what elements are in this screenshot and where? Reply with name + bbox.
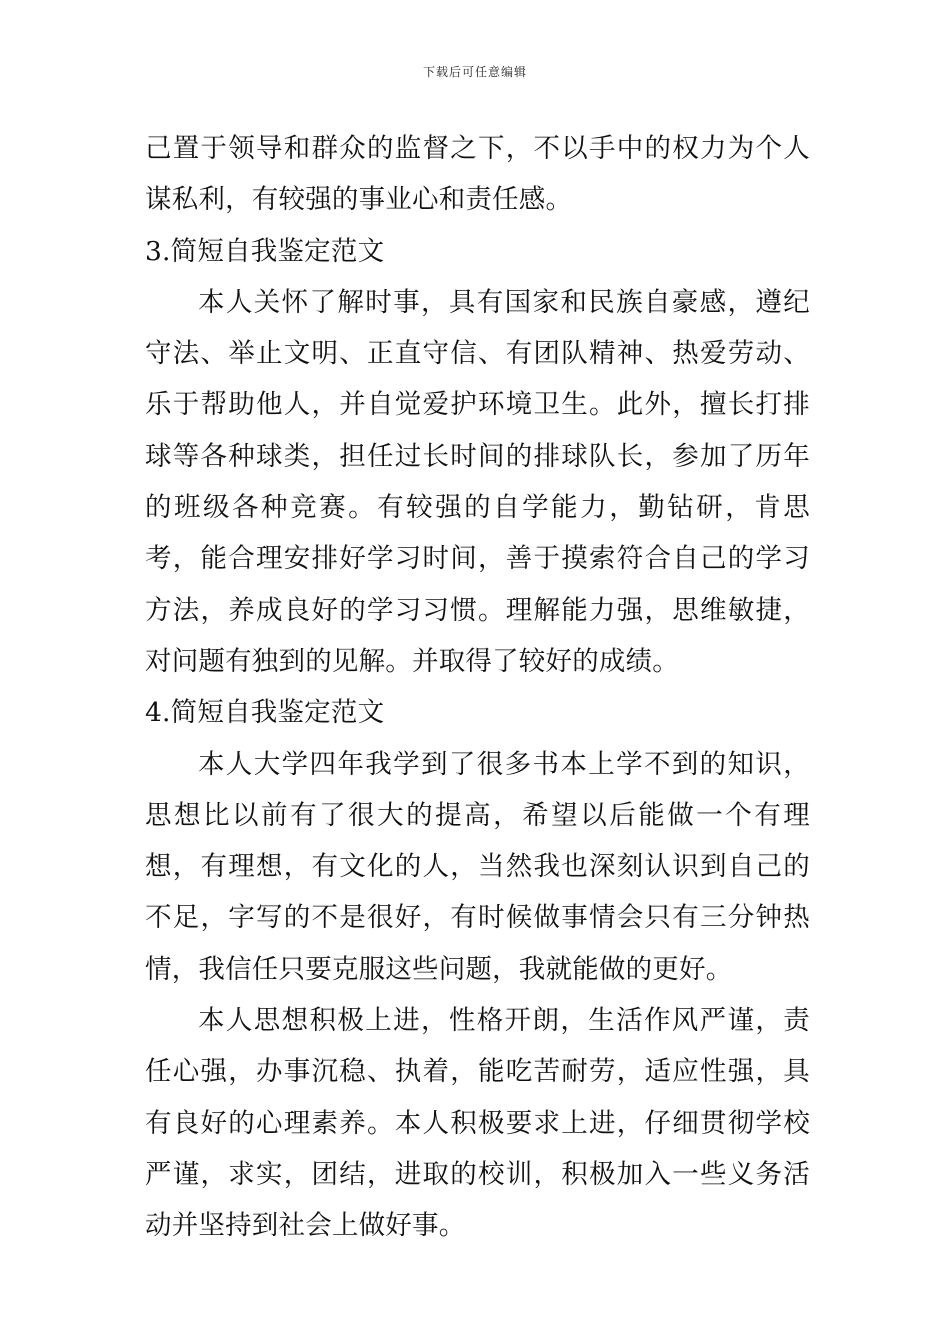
document-body <box>145 123 810 1252</box>
paragraph-section-4-a: 本人大学四年我学到了很多书本上学不到的知识，思想比以前有了很大的提高，希望以后能做一个有理想，有理想，有文化的人，当然我也深刻认识到自己的不足，字写的不是很好，有时候做事情会只有三分钟热情，我信任只要克服这些问题，我就能做的更好。 <box>145 748 810 985</box>
section-heading-3: 3.简短自我鉴定范文 <box>145 235 385 267</box>
paragraph-section-3: 本人关怀了解时事，具有国家和民族自豪感，遵纪守法、举止文明、正直守信、有团队精神、热爱劳动、乐于帮助他人，并自觉爱护环境卫生。此外，擅长打排球等各种球类，担任过长时间的排球队长，参加了历年的班级各种竞赛。有较强的自学能力，勤钻研，肯思考，能合理安排好学习时间，善于摸索符合自己的学习方法，养成良好的学习习惯。理解能力强，思维敏捷，对问题有独到的见解。并取得了较好的成绩。 <box>145 286 810 677</box>
paragraph-section-4-b: 本人思想积极上进，性格开朗，生活作风严谨，责任心强，办事沉稳、执着，能吃苦耐劳，适应性强，具有良好的心理素养。本人积极要求上进，仔细贯彻学校严谨，求实，团结，进取的校训，积极加入一些义务活动并坚持到社会上做好事。 <box>145 1005 810 1242</box>
section-heading-4: 4.简短自我鉴定范文 <box>145 697 385 729</box>
header-note: 下载后可任意编辑 <box>422 65 527 79</box>
continuation-paragraph: 己置于领导和群众的监督之下，不以手中的权力为个人谋私利，有较强的事业心和责任感。 <box>145 133 810 216</box>
